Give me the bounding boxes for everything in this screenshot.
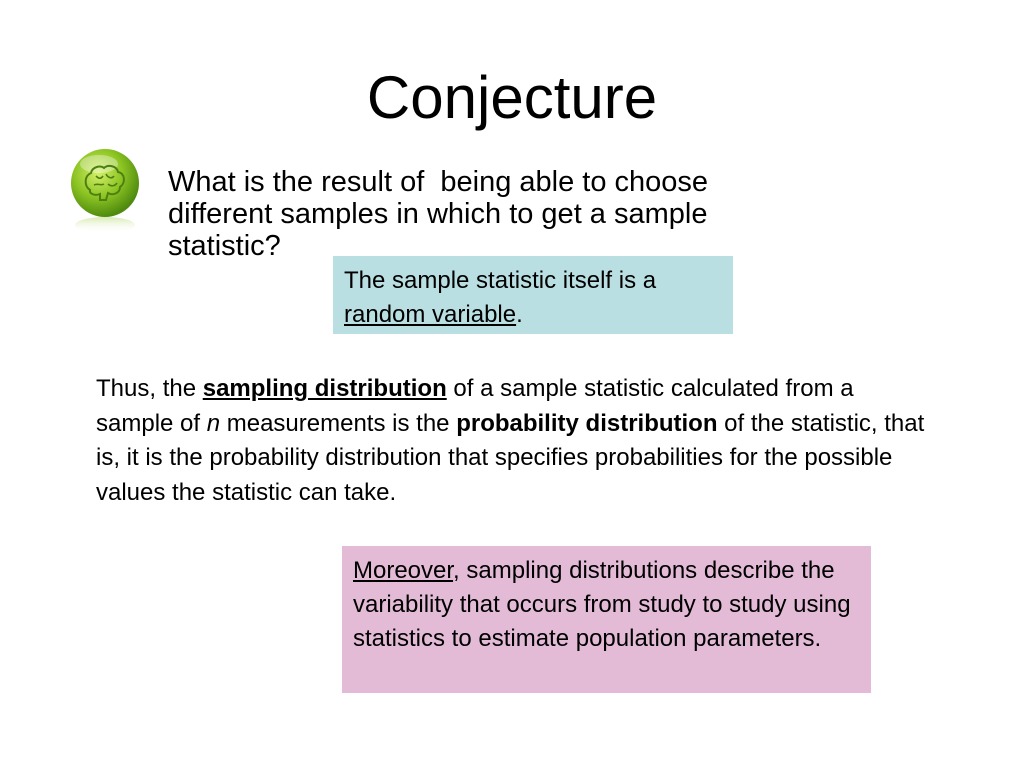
slide-title: Conjecture xyxy=(366,64,658,131)
sampling-distribution-definition xyxy=(96,372,936,510)
n-variable: n xyxy=(206,409,221,437)
question-text xyxy=(168,166,828,262)
callout-blue-text: The sample statistic itself is a xyxy=(344,267,657,294)
sampling-distribution-term: sampling distribution xyxy=(202,375,447,402)
body-text-3: measurements is the xyxy=(220,409,457,437)
body-text-1: Thus, the xyxy=(96,375,203,402)
body-text-2: of a sample statistic calculated from a sample of xyxy=(96,375,861,437)
question-line-2: different samples in which to get a sample xyxy=(168,198,708,230)
random-variable-term: random variable xyxy=(344,301,517,328)
moreover-term: Moreover xyxy=(353,557,454,584)
callout-pink-text: , sampling distributions describe the variability that occurs from study to study using statistics to estimate population parameters. xyxy=(353,557,851,652)
question-line-1: What is the result of being able to choose xyxy=(168,166,709,198)
moreover-callout xyxy=(342,546,871,693)
brain-icon xyxy=(68,146,142,234)
question-line-3: statistic? xyxy=(168,230,281,262)
probability-distribution-term: probability distribution xyxy=(456,409,718,437)
callout-blue-period: . xyxy=(516,301,523,328)
random-variable-callout xyxy=(333,256,733,334)
body-text-4: of the statistic, that is, it is the probability distribution that specifies probabilities for the possible values the statistic can take. xyxy=(96,409,931,506)
